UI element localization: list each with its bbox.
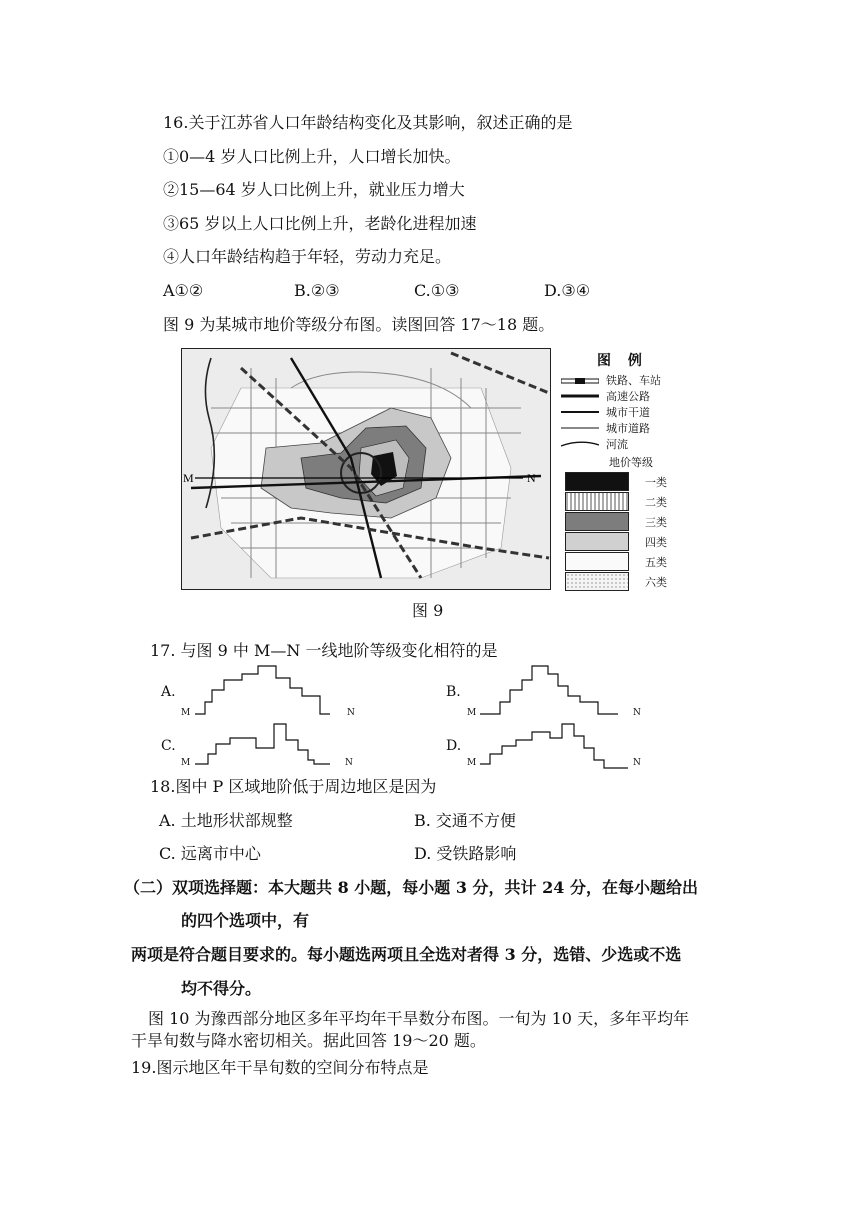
q17-option-c-profile <box>180 716 360 776</box>
legend-grade-2: 二类 <box>645 496 667 509</box>
q17-a-n: N <box>347 708 355 718</box>
q17-c-m: M <box>181 758 191 768</box>
q17-b-m: M <box>467 708 477 718</box>
q17-stem: 17. 与图 9 中 M—N 一线地阶等级变化相符的是 <box>150 641 498 660</box>
section2-line4: 均不得分。 <box>181 979 262 998</box>
legend-grade-1: 一类 <box>645 476 667 489</box>
legend-title: 图 例 <box>597 353 648 369</box>
q17-option-a-label: A. <box>161 684 176 700</box>
q17-option-d-profile <box>470 716 650 776</box>
legend-grade-6-swatch <box>565 572 629 591</box>
q16-option-b: B.②③ <box>294 281 340 300</box>
q16-item-3: ③65 岁以上人口比例上升，老龄化进程加速 <box>163 214 477 233</box>
q16-stem: 16.关于江苏省人口年龄结构变化及其影响，叙述正确的是 <box>163 113 573 132</box>
q17-d-n: N <box>633 758 641 768</box>
q17-option-b-profile <box>470 660 650 720</box>
q16-option-a: A①② <box>163 281 204 300</box>
figure9-caption: 图 9 <box>412 601 444 620</box>
legend-grade-2-swatch <box>565 492 629 511</box>
fig10-intro-line2: 干旱旬数与降水密切相关。据此回答 19～20 题。 <box>131 1031 486 1050</box>
q17-c-n: N <box>345 758 353 768</box>
q18-option-b: B. 交通不方便 <box>414 811 516 830</box>
q18-option-c: C. 远离市中心 <box>159 844 261 863</box>
map-legend: 图 例 铁路、车站 高速公路 城市干道 城市道路 河流 地价等级 一类 二类 三类 四类 五类 六类 <box>561 348 691 593</box>
fig9-intro: 图 9 为某城市地价等级分布图。读图回答 17～18 题。 <box>163 315 555 334</box>
q18-option-a: A. 土地形状部规整 <box>159 811 293 830</box>
q18-stem: 18.图中 P 区域地阶低于周边地区是因为 <box>150 777 437 796</box>
q16-option-c: C.①③ <box>414 281 460 300</box>
q17-d-m: M <box>467 758 477 768</box>
legend-grade-1-swatch <box>565 472 629 491</box>
map-label-n: N <box>527 471 536 485</box>
legend-grade-3: 三类 <box>645 516 667 529</box>
legend-grade-4: 四类 <box>645 536 667 549</box>
legend-grade-5-swatch <box>565 552 629 571</box>
legend-grade-title: 地价等级 <box>609 456 653 469</box>
q17-option-a-profile <box>180 660 360 720</box>
section2-line2: 的四个选项中，有 <box>181 911 310 930</box>
section2-line3: 两项是符合题目要求的。每小题选两项且全选对者得 3 分，选错、少选或不选 <box>131 945 682 964</box>
q16-item-4: ④人口年龄结构趋于年轻，劳动力充足。 <box>163 247 452 266</box>
map-label-m: M <box>183 471 194 485</box>
legend-grade-5: 五类 <box>645 556 667 569</box>
q17-option-b-label: B. <box>446 684 461 700</box>
q17-a-m: M <box>181 708 191 718</box>
q17-option-d-label: D. <box>446 738 462 754</box>
q17-b-n: N <box>633 708 641 718</box>
q16-option-d: D.③④ <box>544 281 591 300</box>
fig10-intro-line1: 图 10 为豫西部分地区多年平均年干旱数分布图。一旬为 10 天，多年平均年 <box>148 1009 690 1028</box>
q17-option-c-label: C. <box>161 738 176 754</box>
q18-option-d: D. 受铁路影响 <box>414 844 517 863</box>
q16-item-1: ①0—4 岁人口比例上升，人口增长加快。 <box>163 147 461 166</box>
legend-grade-4-swatch <box>565 532 629 551</box>
city-land-price-map <box>181 348 551 590</box>
q16-item-2: ②15—64 岁人口比例上升，就业压力增大 <box>163 180 465 199</box>
legend-grade-6: 六类 <box>645 576 667 589</box>
q19-stem: 19.图示地区年干旱旬数的空间分布特点是 <box>131 1058 429 1077</box>
section2-line1: （二）双项选择题：本大题共 8 小题，每小题 3 分，共计 24 分，在每小题给出 <box>124 878 698 897</box>
legend-grade-3-swatch <box>565 512 629 531</box>
